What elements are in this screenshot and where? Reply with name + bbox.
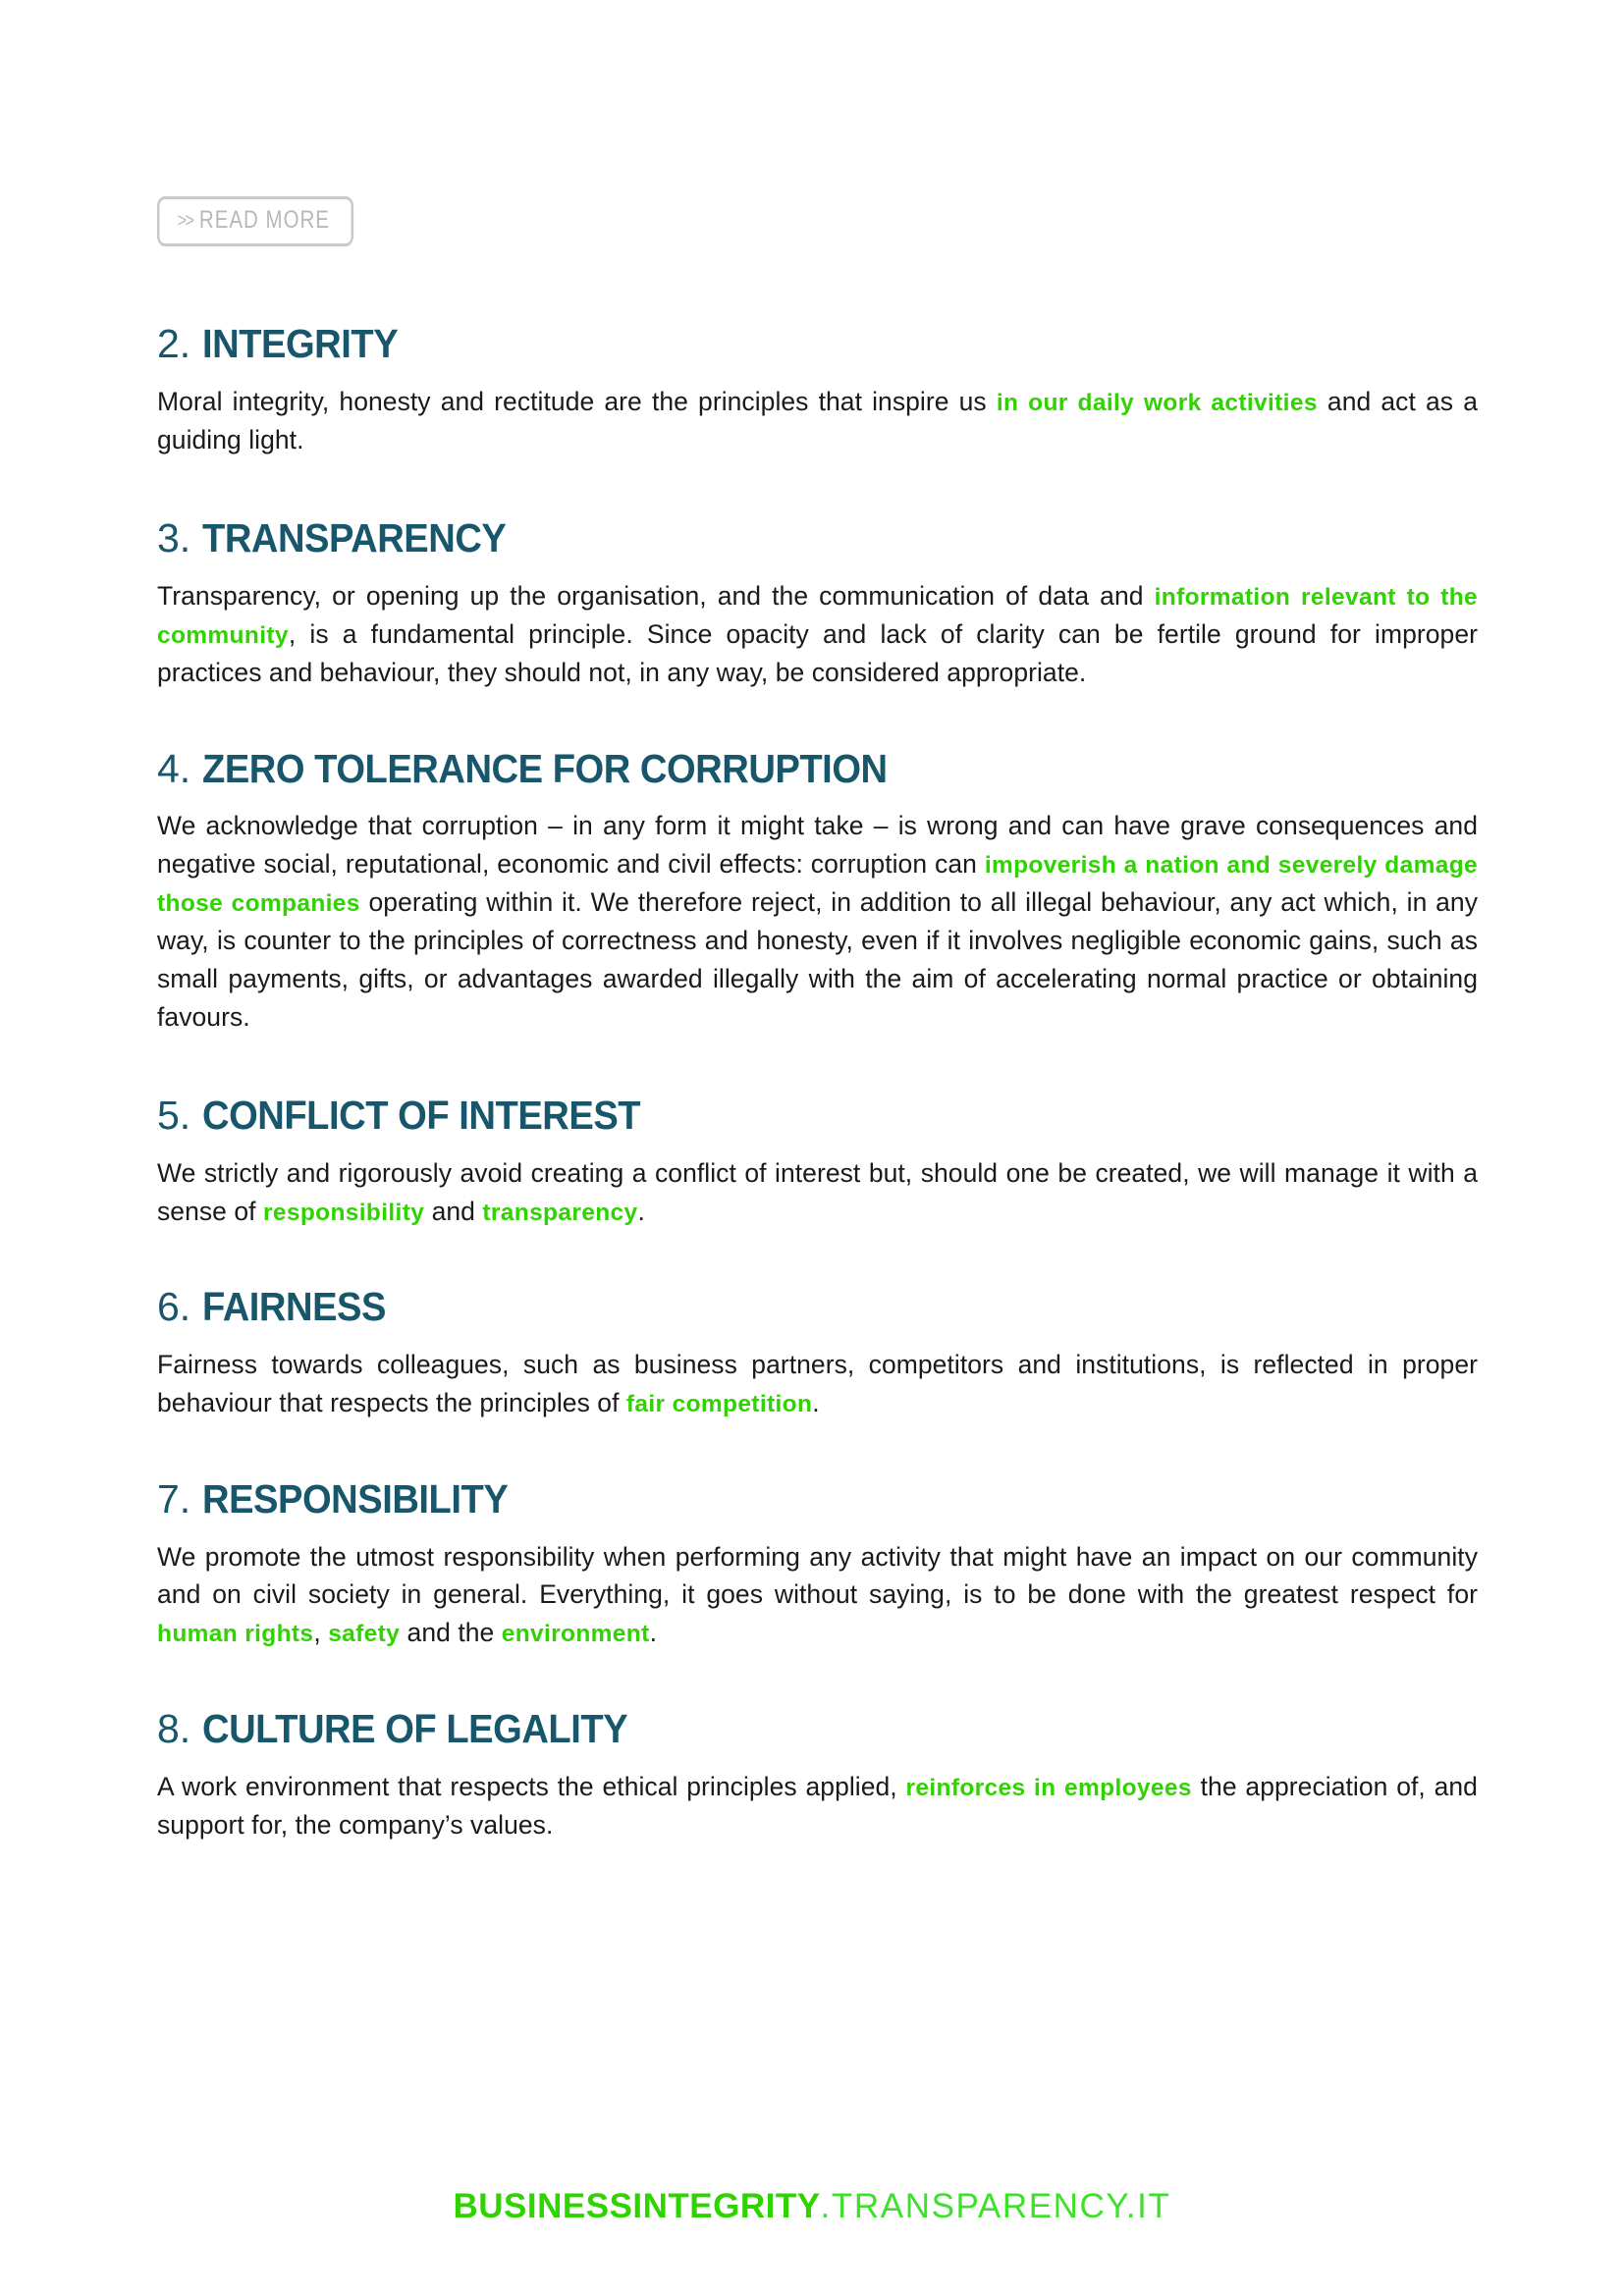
section-paragraph xyxy=(157,1768,1478,1844)
principles-list xyxy=(157,321,1479,1844)
section-title: ZERO TOLERANCE FOR CORRUPTION xyxy=(201,745,888,791)
section-paragraph xyxy=(157,1154,1478,1231)
section-number: 4. xyxy=(157,745,191,791)
paragraph-text: the appreciation of, and support for, the company’s values. xyxy=(157,1772,1478,1841)
principle-section xyxy=(157,514,1478,692)
section-heading xyxy=(157,1475,1478,1522)
section-title: FAIRNESS xyxy=(201,1283,386,1329)
section-spacer xyxy=(157,1422,1478,1479)
section-paragraph xyxy=(157,1346,1478,1422)
section-heading xyxy=(157,745,1478,791)
section-number: 5. xyxy=(157,1093,191,1139)
footer-brand-domain: .TRANSPARENCY.IT xyxy=(820,2187,1171,2225)
section-number: 2. xyxy=(157,321,191,366)
highlighted-phrase: human rights xyxy=(157,1621,314,1648)
paragraph-text: We acknowledge that corruption – in any form it might take – is wrong and can have grave consequences and negative social, reputational, economic and civil effects: corruption can xyxy=(157,811,1478,880)
paragraph-text: . xyxy=(637,1196,645,1226)
highlighted-phrase: information relevant to the community xyxy=(157,583,1478,649)
section-spacer xyxy=(157,692,1478,749)
section-paragraph xyxy=(157,383,1478,459)
paragraph-text: A work environment that respects the ethical principles applied, xyxy=(157,1772,906,1802)
paragraph-text: , xyxy=(313,1618,329,1648)
paragraph-text: We promote the utmost responsibility when performing any activity that might have an impact on our community and on civil society in general. Everything, it goes without saying, is to be done with the greatest respect for xyxy=(157,1541,1478,1610)
highlighted-phrase: safety xyxy=(328,1621,401,1648)
section-title: TRANSPARENCY xyxy=(201,514,507,561)
footer xyxy=(0,2187,1624,2226)
highlighted-phrase: in our daily work activities xyxy=(996,389,1318,416)
paragraph-text: and the xyxy=(400,1618,502,1648)
paragraph-text: Moral integrity, honesty and rectitude are the principles that inspire us xyxy=(157,386,997,416)
paragraph-text: We strictly and rigorously avoid creating a conflict of interest but, should one be created, we will manage it with a sense of xyxy=(157,1157,1478,1226)
section-spacer xyxy=(157,459,1478,518)
read-more-button-wrapper xyxy=(157,196,397,246)
double-chevron-right-icon: >> xyxy=(177,210,193,232)
read-more-button[interactable] xyxy=(157,196,353,246)
section-number: 3. xyxy=(157,514,191,561)
section-paragraph xyxy=(157,1538,1478,1653)
section-heading xyxy=(157,514,1478,561)
paragraph-text: operating within it. We therefore reject, in addition to all illegal behaviour, any act which, in any way, is counter to the principles of correctness and honesty, even if it involves negligible economic gains, such as small payments, gifts, or advantages awarded illegally with the aim of accelerating normal practice or obtaining favours. xyxy=(157,887,1479,1033)
paragraph-text: and act as a guiding light. xyxy=(157,386,1478,454)
read-more-label: READ MORE xyxy=(198,206,330,234)
paragraph-text: Fairness towards colleagues, such as business partners, competitors and institutions, is reflected in proper behaviour that respects the principles of xyxy=(157,1349,1478,1417)
highlighted-phrase: impoverish a nation and severely damage those companies xyxy=(157,852,1478,918)
highlighted-phrase: transparency xyxy=(482,1199,638,1226)
section-title: INTEGRITY xyxy=(201,321,398,366)
paragraph-text: and xyxy=(424,1196,483,1226)
section-spacer xyxy=(157,1037,1478,1095)
paragraph-text: . xyxy=(649,1618,658,1648)
paragraph-text: Transparency, or opening up the organisation, and the communication of data and xyxy=(157,580,1155,611)
highlighted-phrase: environment xyxy=(501,1621,650,1648)
section-number: 7. xyxy=(157,1475,191,1522)
section-title: CULTURE OF LEGALITY xyxy=(201,1706,627,1752)
footer-brand-bold: BUSINESSINTEGRITY xyxy=(453,2187,821,2225)
section-title: CONFLICT OF INTEREST xyxy=(201,1093,640,1139)
paragraph-text: . xyxy=(812,1387,820,1417)
principle-section xyxy=(157,745,1479,1038)
principle-section xyxy=(157,1095,1478,1231)
section-number: 6. xyxy=(157,1283,191,1329)
section-paragraph xyxy=(157,807,1478,1037)
principle-section xyxy=(157,1283,1478,1422)
principle-section xyxy=(157,1475,1478,1653)
section-spacer xyxy=(157,1231,1478,1287)
section-heading xyxy=(157,1095,1478,1137)
section-title: RESPONSIBILITY xyxy=(201,1475,509,1522)
section-heading xyxy=(157,1283,1478,1329)
paragraph-text: , is a fundamental principle. Since opacity and lack of clarity can be fertile ground for improper practices and behaviour, they should not, in any way, be considered appropriate. xyxy=(157,618,1478,687)
section-heading xyxy=(157,1706,1478,1752)
section-number: 8. xyxy=(157,1706,191,1752)
section-spacer xyxy=(157,1652,1478,1709)
principle-section xyxy=(157,1706,1478,1844)
section-paragraph xyxy=(157,577,1478,692)
section-heading xyxy=(157,321,1478,366)
highlighted-phrase: reinforces in employees xyxy=(905,1775,1192,1802)
highlighted-phrase: responsibility xyxy=(263,1199,425,1226)
highlighted-phrase: fair competition xyxy=(625,1390,813,1417)
principle-section xyxy=(157,321,1478,459)
